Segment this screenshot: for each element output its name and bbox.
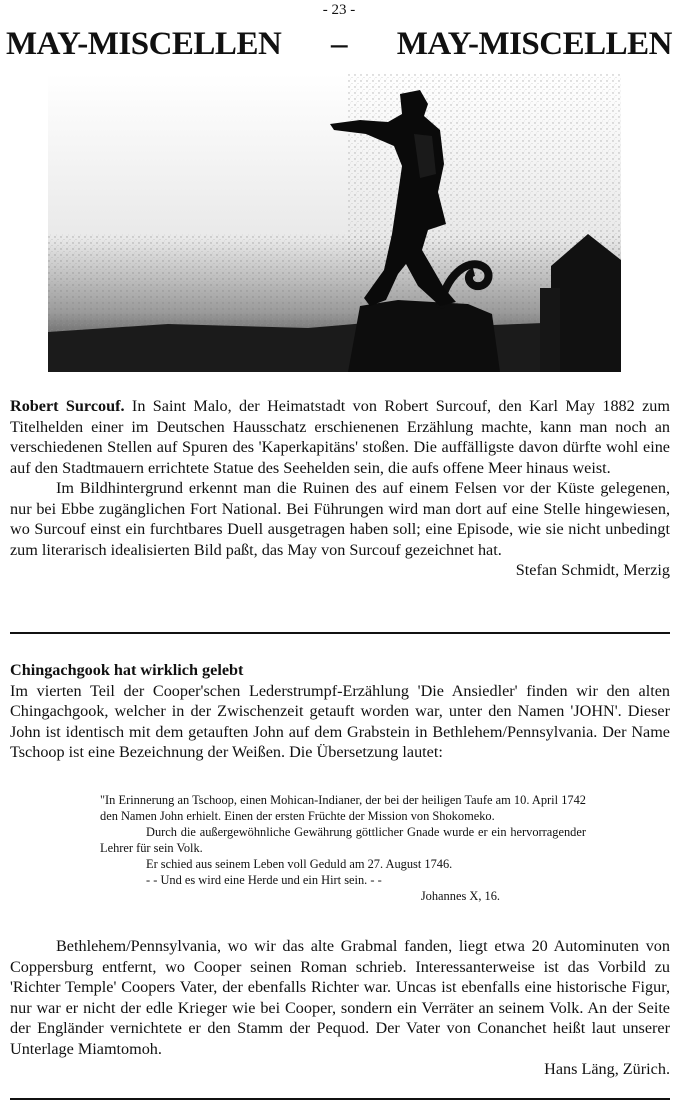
chingachgook-paragraph-2: Bethlehem/Pennsylvania, wo wir das alte Grabmal fanden, liegt etwa 20 Autominuten von Coppersburg entfernt, wo Cooper seinen Roman schrieb. Interessanterweise ist das Vorbild zu 'Richter Temple' Coopers Vater, der ebenfalls Richter war. Uncas ist ebenfalls eine historische Figur, nur war er nicht der edle Krieger wie bei Cooper, sondern ein Verräter an seinem Volk. An der Seite der Engländer vernichtete er den Stamm der Pequod. Der Vater von Conanchet heißt laut unserer Unterlage Miamtomoh. [10,937,670,1058]
surcouf-lead: Robert Surcouf. [10,397,125,415]
quote-line-1: "In Erinnerung an Tschoop, einen Mohican-Indianer, der bei der heiligen Taufe am 10. April 1742 den Namen John erhielt. Einen der ersten Früchte der Mission von Shokomeko. [100,793,586,823]
surcouf-paragraph-2: Im Bildhintergrund erkennt man die Ruinen des auf einem Felsen vor der Küste gelegenen, nur bei Ebbe zugänglichen Fort National. Bei Führungen wird man dort auf eine Stelle hingewiesen, wo Surcouf einst ein furchtbares Duell ausgetragen haben soll; eine Episode, wie sie nicht unbedingt zum literarisch idealisierten Bild paßt, das May von Surcouf gezeichnet hat. [10,479,670,559]
article-surcouf [10,396,670,581]
quote-line-2: Durch die außergewöhnliche Gewährung göttlicher Gnade wurde er ein hervorragender Lehrer für sein Volk. [100,825,586,855]
quote-reference: Johannes X, 16. [420,889,500,903]
chingachgook-heading: Chingachgook hat wirklich gelebt [10,661,244,679]
article-chingachgook [10,660,670,763]
quote-line-3: Er schied aus seinem Leben voll Geduld am 27. August 1746. [146,857,453,871]
quote-line-4: - - Und es wird eine Herde und ein Hirt sein. - - [146,873,382,887]
page-title [6,26,672,63]
title-left: MAY-MISCELLEN [6,26,282,62]
title-right: MAY-MISCELLEN [396,26,672,62]
title-dash: – [331,26,347,62]
gravestone-quote [100,792,586,904]
chingachgook-continuation [10,936,670,1080]
statue-silhouette-photo [48,74,621,372]
surcouf-author: Stefan Schmidt, Merzig [515,561,670,579]
chingachgook-paragraph-1: Im vierten Teil der Cooper'schen Lederstrumpf-Erzählung 'Die Ansiedler' finden wir den alten Chingachgook, welcher in der Zwischenzeit getauft worden war, unter den Namen 'JOHN'. Dieser John ist identisch mit dem getauften John auf dem Grabstein in Bethlehem/Pennsylvania. Der Name Tschoop ist eine Bezeichnung der Weißen. Die Übersetzung lautet: [10,681,670,761]
chingachgook-author: Hans Läng, Zürich. [544,1060,670,1078]
page-number: - 23 - [322,2,356,18]
surcouf-text-1: In Saint Malo, der Heimatstadt von Robert Surcouf, den Karl May 1882 zum Titelhelden einer im Deutschen Hausschatz erschienenen Erzählung machte, kann man noch an verschiedenen Stellen auf Spuren des 'Kaperkapitäns' stoßen. Die auffälligste davon dürfte wohl eine auf den Stadtmauern errichtete Statue des Seehelden sein, die aufs offene Meer hinaus weist. [10,397,670,477]
divider-rule-2 [10,1098,670,1100]
divider-rule-1 [10,632,670,634]
surcouf-paragraph-1 [10,396,670,478]
